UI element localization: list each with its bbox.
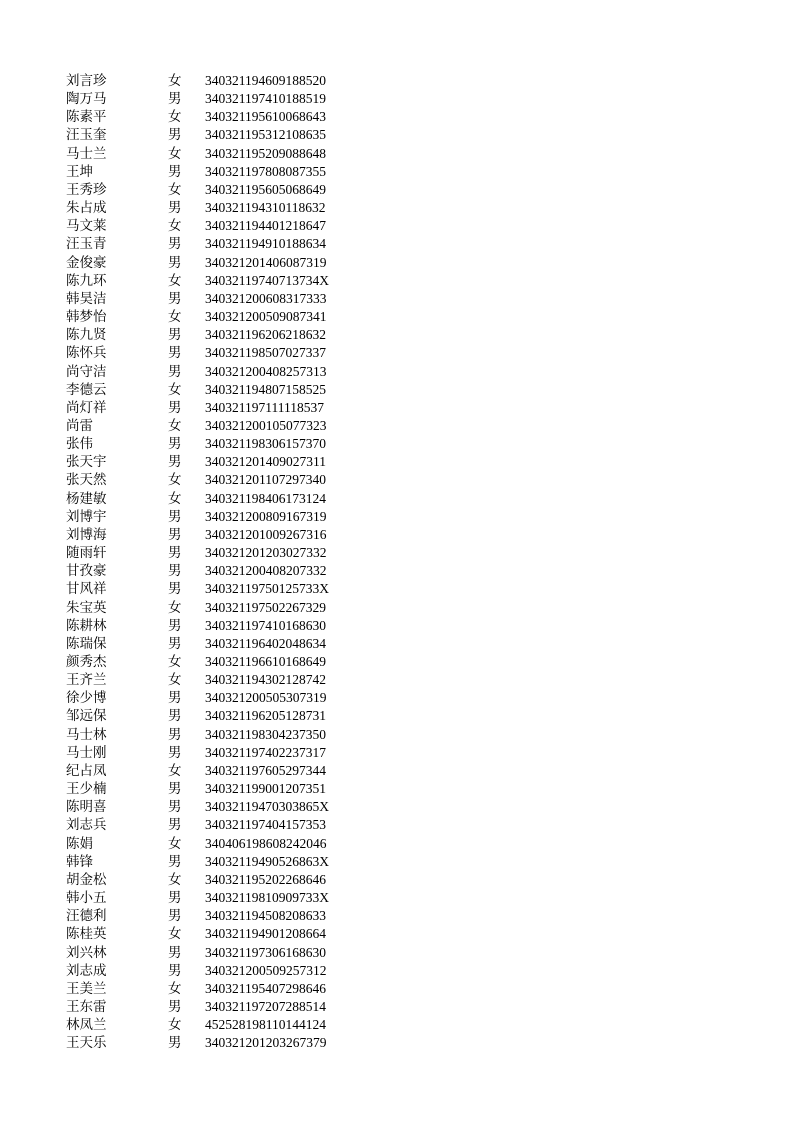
id-number-cell: 340321195605068649: [205, 181, 326, 197]
gender-cell: 男: [168, 799, 182, 816]
name-cell: 尚守洁: [66, 363, 107, 380]
gender-cell: 男: [168, 635, 182, 652]
gender-cell: 男: [168, 363, 182, 380]
id-number-cell: 340321197306168630: [205, 944, 326, 960]
id-number-cell: 340321197207288514: [205, 998, 326, 1014]
gender-cell: 男: [168, 1035, 182, 1052]
name-cell: 刘志兵: [66, 817, 107, 834]
id-number-cell: 340321197404157353: [205, 817, 326, 833]
table-row: [66, 544, 366, 562]
name-cell: 李德云: [66, 381, 107, 398]
gender-cell: 女: [168, 181, 182, 198]
id-number-cell: 340321194401218647: [205, 218, 326, 234]
name-cell: 随雨轩: [66, 545, 107, 562]
name-cell: 徐少博: [66, 690, 107, 707]
id-number-cell: 340321198306157370: [205, 436, 326, 452]
name-cell: 胡金松: [66, 871, 107, 888]
id-number-cell: 340321200608317333: [205, 290, 327, 306]
id-number-cell: 340321195209088648: [205, 145, 326, 161]
table-row: [66, 235, 366, 253]
id-number-cell: 340321195202268646: [205, 871, 326, 887]
table-row: [66, 381, 366, 399]
gender-cell: 女: [168, 672, 182, 689]
name-cell: 张天宇: [66, 454, 107, 471]
table-row: [66, 181, 366, 199]
name-cell: 王秀珍: [66, 181, 107, 198]
gender-cell: 男: [168, 853, 182, 870]
id-number-cell: 340321195610068643: [205, 109, 326, 125]
table-row: [66, 272, 366, 290]
table-row: [66, 798, 366, 816]
table-row: [66, 853, 366, 871]
name-cell: 张伟: [66, 436, 93, 453]
gender-cell: 女: [168, 145, 182, 162]
gender-cell: 男: [168, 200, 182, 217]
gender-cell: 男: [168, 236, 182, 253]
id-number-cell: 340321197111118537: [205, 399, 324, 415]
table-row: [66, 199, 366, 217]
gender-cell: 女: [168, 762, 182, 779]
gender-cell: 女: [168, 490, 182, 507]
gender-cell: 男: [168, 817, 182, 834]
name-cell: 刘博宇: [66, 508, 107, 525]
table-row: [66, 925, 366, 943]
gender-cell: 男: [168, 345, 182, 362]
table-row: [66, 526, 366, 544]
table-row: [66, 744, 366, 762]
table-row: [66, 453, 366, 471]
id-number-cell: 340321201107297340: [205, 472, 326, 488]
id-number-cell: 340321197410188519: [205, 91, 326, 107]
table-row: [66, 835, 366, 853]
name-cell: 陈怀兵: [66, 345, 107, 362]
name-cell: 陈九环: [66, 272, 107, 289]
id-number-cell: 340321200505307319: [205, 690, 327, 706]
gender-cell: 女: [168, 309, 182, 326]
id-number-cell: 340321200509087341: [205, 309, 327, 325]
id-number-cell: 340321197605297344: [205, 762, 326, 778]
table-row: [66, 998, 366, 1016]
table-row: [66, 871, 366, 889]
name-cell: 汪玉青: [66, 236, 107, 253]
id-number-cell: 340321201009267316: [205, 526, 327, 542]
gender-cell: 男: [168, 526, 182, 543]
table-row: [66, 599, 366, 617]
id-number-cell: 340321197402237317: [205, 744, 326, 760]
table-row: [66, 308, 366, 326]
id-number-cell: 34032119490526863X: [205, 853, 329, 869]
id-number-cell: 340321197410168630: [205, 617, 326, 633]
gender-cell: 男: [168, 454, 182, 471]
id-number-cell: 340321194609188520: [205, 73, 326, 88]
table-row: [66, 962, 366, 980]
name-cell: 陈娟: [66, 835, 93, 852]
roster-table: [66, 72, 366, 1052]
name-cell: 纪占凤: [66, 762, 107, 779]
gender-cell: 男: [168, 545, 182, 562]
gender-cell: 男: [168, 962, 182, 979]
name-cell: 陈明喜: [66, 799, 107, 816]
table-row: [66, 816, 366, 834]
table-row: [66, 490, 366, 508]
id-number-cell: 340321194910188634: [205, 236, 326, 252]
gender-cell: 男: [168, 581, 182, 598]
name-cell: 尚雷: [66, 417, 93, 434]
gender-cell: 男: [168, 708, 182, 725]
table-row: [66, 780, 366, 798]
gender-cell: 男: [168, 781, 182, 798]
id-number-cell: 340321195407298646: [205, 980, 326, 996]
name-cell: 马士刚: [66, 744, 107, 761]
gender-cell: 男: [168, 399, 182, 416]
name-cell: 甘孜豪: [66, 563, 107, 580]
id-number-cell: 340321196610168649: [205, 654, 326, 669]
id-number-cell: 340321201203267379: [205, 1035, 327, 1051]
name-cell: 朱占成: [66, 200, 107, 217]
name-cell: 陈瑞保: [66, 635, 107, 652]
id-number-cell: 340321197502267329: [205, 599, 326, 615]
gender-cell: 男: [168, 91, 182, 108]
id-number-cell: 340321196206218632: [205, 327, 326, 343]
id-number-cell: 34032119740713734X: [205, 272, 329, 288]
name-cell: 陈耕林: [66, 617, 107, 634]
id-number-cell: 340321200408207332: [205, 563, 327, 579]
id-number-cell: 340321194508208633: [205, 908, 326, 924]
name-cell: 尚灯祥: [66, 399, 107, 416]
table-row: [66, 707, 366, 725]
id-number-cell: 340321201406087319: [205, 254, 327, 270]
name-cell: 杨建敏: [66, 490, 107, 507]
name-cell: 张天然: [66, 472, 107, 489]
table-row: [66, 726, 366, 744]
id-number-cell: 340321200105077323: [205, 417, 327, 433]
table-row: [66, 562, 366, 580]
name-cell: 颜秀杰: [66, 654, 107, 670]
gender-cell: 女: [168, 1017, 182, 1034]
table-row: [66, 508, 366, 526]
name-cell: 刘言珍: [66, 73, 107, 89]
gender-cell: 男: [168, 508, 182, 525]
gender-cell: 男: [168, 908, 182, 925]
gender-cell: 女: [168, 980, 182, 997]
id-number-cell: 340406198608242046: [205, 835, 327, 851]
gender-cell: 女: [168, 272, 182, 289]
gender-cell: 女: [168, 926, 182, 943]
gender-cell: 男: [168, 690, 182, 707]
name-cell: 王美兰: [66, 980, 107, 997]
name-cell: 韩梦怡: [66, 309, 107, 326]
name-cell: 王齐兰: [66, 672, 107, 689]
name-cell: 汪德利: [66, 908, 107, 925]
table-row: [66, 1016, 366, 1034]
gender-cell: 女: [168, 109, 182, 126]
id-number-cell: 34032119750125733X: [205, 581, 329, 597]
table-row: [66, 617, 366, 635]
name-cell: 刘志成: [66, 962, 107, 979]
table-row: [66, 689, 366, 707]
gender-cell: 男: [168, 290, 182, 307]
table-row: [66, 471, 366, 489]
name-cell: 刘博海: [66, 526, 107, 543]
gender-cell: 女: [168, 654, 182, 670]
name-cell: 刘兴林: [66, 944, 107, 961]
gender-cell: 女: [168, 417, 182, 434]
table-row: [66, 290, 366, 308]
name-cell: 马文莱: [66, 218, 107, 235]
name-cell: 马士林: [66, 726, 107, 743]
id-number-cell: 340321201203027332: [205, 545, 327, 561]
id-number-cell: 340321194807158525: [205, 381, 326, 397]
gender-cell: 女: [168, 599, 182, 616]
table-row: [66, 363, 366, 381]
gender-cell: 女: [168, 835, 182, 852]
gender-cell: 男: [168, 744, 182, 761]
table-row: [66, 889, 366, 907]
table-row: [66, 163, 366, 181]
id-number-cell: 340321198406173124: [205, 490, 326, 506]
table-row: [66, 90, 366, 108]
table-row: [66, 653, 366, 671]
gender-cell: 男: [168, 327, 182, 344]
gender-cell: 女: [168, 218, 182, 235]
gender-cell: 女: [168, 381, 182, 398]
id-number-cell: 340321198304237350: [205, 726, 326, 742]
name-cell: 韩昊洁: [66, 290, 107, 307]
name-cell: 陈素平: [66, 109, 107, 126]
name-cell: 邹远保: [66, 708, 107, 725]
name-cell: 韩小五: [66, 890, 107, 907]
table-row: [66, 399, 366, 417]
gender-cell: 男: [168, 254, 182, 271]
name-cell: 韩锋: [66, 853, 93, 870]
gender-cell: 男: [168, 944, 182, 961]
table-row: [66, 126, 366, 144]
id-number-cell: 340321200408257313: [205, 363, 327, 379]
gender-cell: 女: [168, 871, 182, 888]
table-row: [66, 580, 366, 598]
id-number-cell: 340321200809167319: [205, 508, 327, 524]
name-cell: 陈桂英: [66, 926, 107, 943]
name-cell: 王天乐: [66, 1035, 107, 1052]
id-number-cell: 452528198110144124: [205, 1017, 326, 1033]
name-cell: 金俊豪: [66, 254, 107, 271]
gender-cell: 女: [168, 73, 182, 89]
table-row: [66, 671, 366, 689]
id-number-cell: 340321194901208664: [205, 926, 326, 942]
id-number-cell: 340321198507027337: [205, 345, 326, 361]
table-row: [66, 435, 366, 453]
table-row: [66, 145, 366, 163]
table-row: [66, 326, 366, 344]
name-cell: 王东雷: [66, 998, 107, 1015]
table-row: [66, 944, 366, 962]
name-cell: 甘风祥: [66, 581, 107, 598]
id-number-cell: 340321196205128731: [205, 708, 326, 724]
id-number-cell: 340321196402048634: [205, 635, 326, 651]
table-row: [66, 980, 366, 998]
table-row: [66, 344, 366, 362]
table-row: [66, 72, 366, 90]
gender-cell: 男: [168, 436, 182, 453]
gender-cell: 女: [168, 472, 182, 489]
table-row: [66, 1034, 366, 1052]
name-cell: 马士兰: [66, 145, 107, 162]
gender-cell: 男: [168, 890, 182, 907]
name-cell: 朱宝英: [66, 599, 107, 616]
gender-cell: 男: [168, 998, 182, 1015]
table-row: [66, 217, 366, 235]
table-row: [66, 762, 366, 780]
gender-cell: 男: [168, 617, 182, 634]
name-cell: 汪玉奎: [66, 127, 107, 144]
id-number-cell: 340321201409027311: [205, 454, 326, 470]
id-number-cell: 340321200509257312: [205, 962, 327, 978]
table-row: [66, 108, 366, 126]
id-number-cell: 340321199001207351: [205, 781, 326, 797]
table-row: [66, 635, 366, 653]
id-number-cell: 34032119810909733X: [205, 890, 329, 906]
table-row: [66, 907, 366, 925]
name-cell: 陶万马: [66, 91, 107, 108]
gender-cell: 男: [168, 127, 182, 144]
name-cell: 王少楠: [66, 781, 107, 798]
id-number-cell: 34032119470303865X: [205, 799, 329, 815]
name-cell: 王坤: [66, 163, 93, 180]
gender-cell: 男: [168, 163, 182, 180]
table-row: [66, 417, 366, 435]
id-number-cell: 340321194310118632: [205, 200, 326, 216]
name-cell: 林凤兰: [66, 1017, 107, 1034]
id-number-cell: 340321194302128742: [205, 672, 326, 688]
id-number-cell: 340321197808087355: [205, 163, 326, 179]
name-cell: 陈九贤: [66, 327, 107, 344]
gender-cell: 男: [168, 563, 182, 580]
id-number-cell: 340321195312108635: [205, 127, 326, 143]
gender-cell: 男: [168, 726, 182, 743]
table-row: [66, 254, 366, 272]
